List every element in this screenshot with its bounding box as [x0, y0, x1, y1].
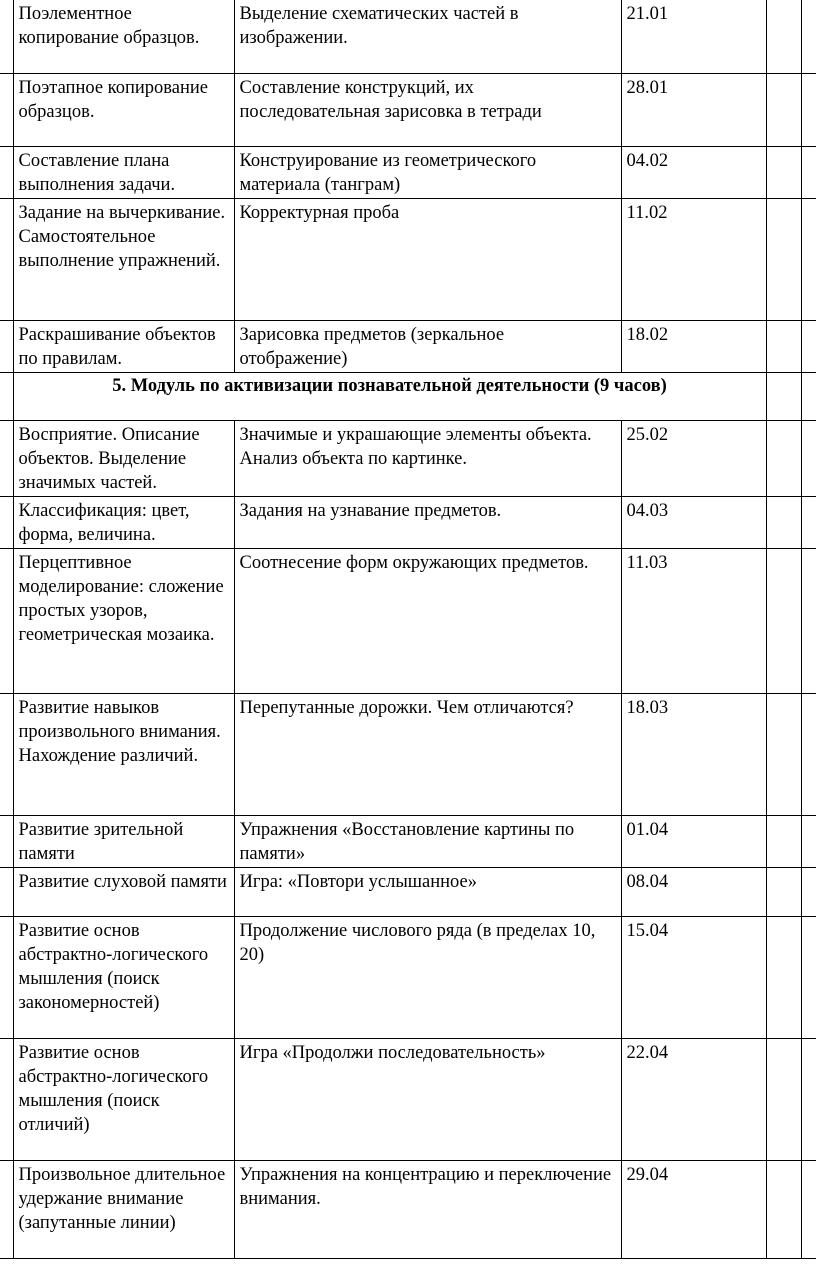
row-margin-cell [0, 420, 13, 496]
content-cell: Составление конструкций, их последовательная зарисовка в тетради [234, 73, 621, 146]
table-row [0, 867, 816, 916]
row-margin-cell [0, 320, 13, 372]
empty-cell [766, 815, 801, 867]
empty-cell [766, 496, 801, 548]
table-row [0, 420, 816, 496]
empty-cell [766, 320, 801, 372]
topic-cell: Восприятие. Описание объектов. Выделение значимых частей. [13, 420, 234, 496]
row-margin-cell [801, 320, 816, 372]
date-cell: 25.02 [621, 420, 766, 496]
empty-cell [766, 198, 801, 320]
topic-cell: Поэлементное копирование образцов. [13, 0, 234, 73]
row-margin-cell [0, 1160, 13, 1258]
row-margin-cell [801, 548, 816, 693]
topic-cell: Развитие основ абстрактно-логического мышления (поиск закономерностей) [13, 916, 234, 1038]
table-row [0, 693, 816, 815]
empty-cell [766, 867, 801, 916]
table-row [0, 146, 816, 198]
date-cell: 22.04 [621, 1038, 766, 1160]
content-cell: Выделение схематических частей в изображении. [234, 0, 621, 73]
row-margin-cell [0, 916, 13, 1038]
module-header-row [0, 372, 816, 420]
content-cell: Игра: «Повтори услышанное» [234, 867, 621, 916]
date-cell: 04.03 [621, 496, 766, 548]
content-cell: Упражнения «Восстановление картины по памяти» [234, 815, 621, 867]
date-cell: 18.03 [621, 693, 766, 815]
row-margin-cell [801, 815, 816, 867]
empty-cell [766, 693, 801, 815]
table-row [0, 1038, 816, 1160]
empty-cell [766, 548, 801, 693]
date-cell: 01.04 [621, 815, 766, 867]
table-row [0, 1160, 816, 1258]
empty-cell [766, 372, 801, 420]
content-cell: Перепутанные дорожки. Чем отличаются? [234, 693, 621, 815]
content-cell: Игра «Продолжи последовательность» [234, 1038, 621, 1160]
table-row [0, 73, 816, 146]
empty-cell [766, 420, 801, 496]
topic-cell: Произвольное длительное удержание внимание (запутанные линии) [13, 1160, 234, 1258]
row-margin-cell [0, 867, 13, 916]
empty-cell [766, 1038, 801, 1160]
row-margin-cell [801, 198, 816, 320]
row-margin-cell [801, 372, 816, 420]
topic-cell: Раскрашивание объектов по правилам. [13, 320, 234, 372]
row-margin-cell [801, 496, 816, 548]
row-margin-cell [801, 1160, 816, 1258]
topic-cell: Развитие зрительной памяти [13, 815, 234, 867]
row-margin-cell [801, 146, 816, 198]
topic-cell: Классификация: цвет, форма, величина. [13, 496, 234, 548]
date-cell: 15.04 [621, 916, 766, 1038]
content-cell: Корректурная проба [234, 198, 621, 320]
content-cell: Конструирование из геометрического материала (танграм) [234, 146, 621, 198]
table-row [0, 496, 816, 548]
row-margin-cell [0, 198, 13, 320]
date-cell: 18.02 [621, 320, 766, 372]
date-cell: 11.02 [621, 198, 766, 320]
row-margin-cell [801, 1038, 816, 1160]
topic-cell: Развитие слуховой памяти [13, 867, 234, 916]
row-margin-cell [0, 146, 13, 198]
topic-cell: Развитие основ абстрактно-логического мышления (поиск отличий) [13, 1038, 234, 1160]
topic-cell: Задание на вычеркивание. Самостоятельное выполнение упражнений. [13, 198, 234, 320]
empty-cell [766, 0, 801, 73]
table-row [0, 548, 816, 693]
table-row [0, 815, 816, 867]
content-cell: Значимые и украшающие элементы объекта. Анализ объекта по картинке. [234, 420, 621, 496]
empty-cell [766, 73, 801, 146]
content-cell: Задания на узнавание предметов. [234, 496, 621, 548]
date-cell: 04.02 [621, 146, 766, 198]
date-cell: 29.04 [621, 1160, 766, 1258]
content-cell: Зарисовка предметов (зеркальное отображение) [234, 320, 621, 372]
row-margin-cell [0, 496, 13, 548]
empty-cell [766, 916, 801, 1038]
content-cell: Упражнения на концентрацию и переключение внимания. [234, 1160, 621, 1258]
topic-cell: Перцептивное моделирование: сложение простых узоров, геометрическая мозаика. [13, 548, 234, 693]
row-margin-cell [0, 1038, 13, 1160]
empty-cell [766, 1160, 801, 1258]
table-row [0, 0, 816, 73]
topic-cell: Составление плана выполнения задачи. [13, 146, 234, 198]
row-margin-cell [801, 420, 816, 496]
date-cell: 11.03 [621, 548, 766, 693]
table-row [0, 198, 816, 320]
table-row [0, 916, 816, 1038]
row-margin-cell [801, 73, 816, 146]
date-cell: 21.01 [621, 0, 766, 73]
row-margin-cell [0, 693, 13, 815]
row-margin-cell [0, 815, 13, 867]
row-margin-cell [0, 0, 13, 73]
date-cell: 08.04 [621, 867, 766, 916]
row-margin-cell [0, 73, 13, 146]
module-title: 5. Модуль по активизации познавательной деятельности (9 часов) [13, 372, 766, 420]
row-margin-cell [0, 372, 13, 420]
row-margin-cell [0, 548, 13, 693]
content-cell: Продолжение числового ряда (в пределах 10, 20) [234, 916, 621, 1038]
content-cell: Соотнесение форм окружающих предметов. [234, 548, 621, 693]
date-cell: 28.01 [621, 73, 766, 146]
empty-cell [766, 146, 801, 198]
topic-cell: Развитие навыков произвольного внимания. Нахождение различий. [13, 693, 234, 815]
row-margin-cell [801, 867, 816, 916]
table-row [0, 320, 816, 372]
row-margin-cell [801, 693, 816, 815]
topic-cell: Поэтапное копирование образцов. [13, 73, 234, 146]
row-margin-cell [801, 0, 816, 73]
row-margin-cell [801, 916, 816, 1038]
